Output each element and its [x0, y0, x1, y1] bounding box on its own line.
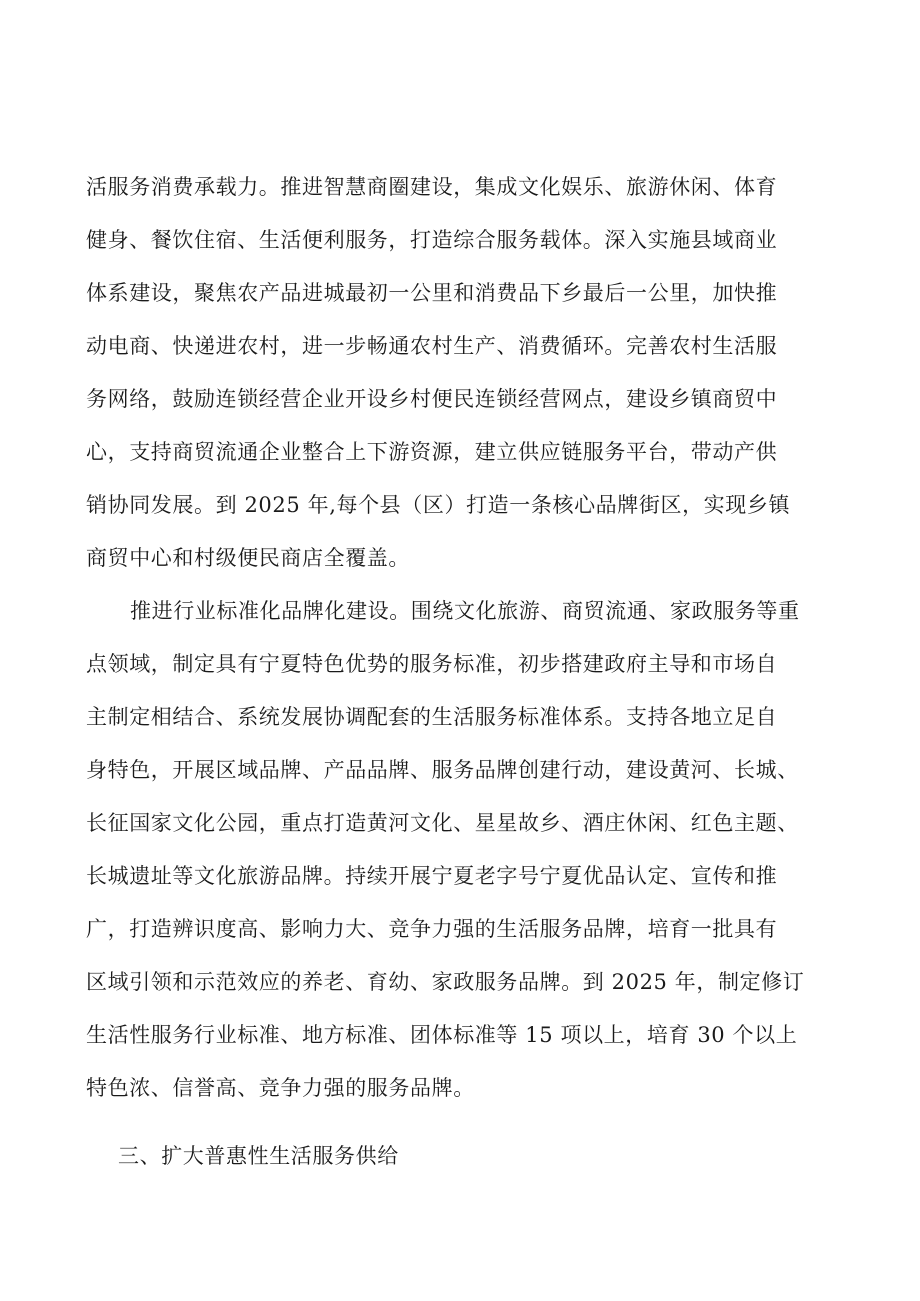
paragraph-line: 广，打造辨识度高、影响力大、竞争力强的生活服务品牌，培育一批具有: [86, 917, 778, 941]
paragraph-line: 推进行业标准化品牌化建设。围绕文化旅游、商贸流通、家政服务等重: [130, 599, 800, 623]
paragraph-line: 特色浓、信誉高、竞争力强的服务品牌。: [86, 1076, 475, 1100]
paragraph-line: 商贸中心和村级便民商店全覆盖。: [86, 546, 410, 570]
paragraph-line: 体系建设，聚焦农产品进城最初一公里和消费品下乡最后一公里，加快推: [86, 281, 778, 305]
paragraph-line: 主制定相结合、系统发展协调配套的生活服务标准体系。支持各地立足自: [86, 705, 778, 729]
paragraph-line: 活服务消费承载力。推进智慧商圈建设，集成文化娱乐、旅游休闲、体育: [86, 175, 778, 199]
paragraph-line: 身特色，开展区域品牌、产品品牌、服务品牌创建行动，建设黄河、长城、: [86, 758, 799, 782]
paragraph-line: 生活性服务行业标准、地方标准、团体标准等 15 项以上，培育 30 个以上: [86, 1023, 798, 1047]
paragraph-line: 长征国家文化公园，重点打造黄河文化、星星故乡、酒庄休闲、红色主题、: [86, 811, 799, 835]
paragraph-line: 务网络，鼓励连锁经营企业开设乡村便民连锁经营网点，建设乡镇商贸中: [86, 387, 778, 411]
paragraph-line: 健身、餐饮住宿、生活便利服务，打造综合服务载体。深入实施县域商业: [86, 228, 778, 252]
paragraph-line: 心，支持商贸流通企业整合上下游资源，建立供应链服务平台，带动产供: [86, 440, 778, 464]
paragraph-line: 区域引领和示范效应的养老、育幼、家政服务品牌。到 2025 年，制定修订: [86, 970, 805, 994]
paragraph-line: 长城遗址等文化旅游品牌。持续开展宁夏老字号宁夏优品认定、宣传和推: [86, 864, 778, 888]
paragraph-line: 动电商、快递进农村，进一步畅通农村生产、消费循环。完善农村生活服: [86, 334, 778, 358]
section-heading: 三、扩大普惠性生活服务供给: [118, 1144, 399, 1168]
paragraph-line: 点领域，制定具有宁夏特色优势的服务标准，初步搭建政府主导和市场自: [86, 652, 778, 676]
paragraph-line: 销协同发展。到 2025 年,每个县（区）打造一条核心品牌街区，实现乡镇: [86, 493, 791, 517]
